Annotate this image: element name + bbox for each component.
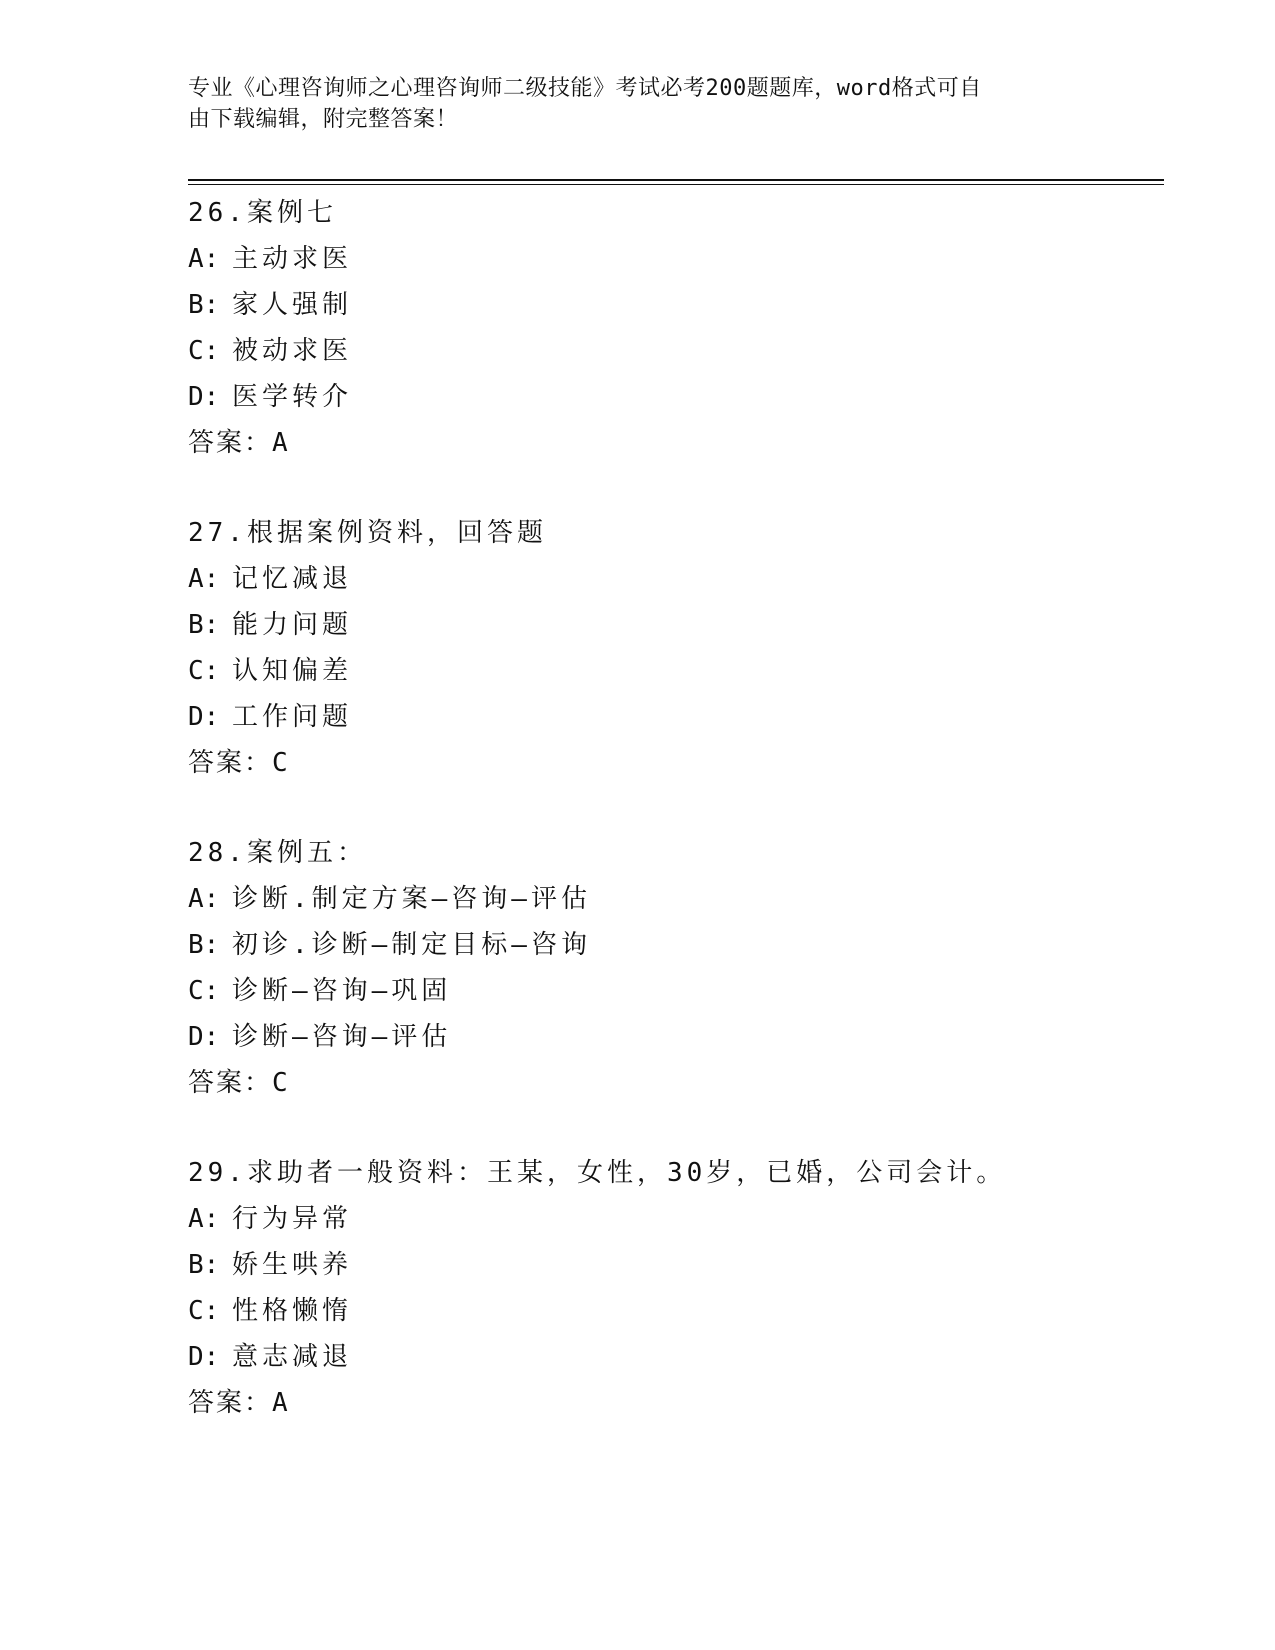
- option-a: [188, 556, 1168, 602]
- answer-line: 答案：A: [188, 428, 290, 458]
- option-letter: A:: [188, 884, 220, 914]
- option-d: [188, 374, 1168, 420]
- option-c: [188, 1288, 1168, 1334]
- option-text: 被动求医: [232, 336, 353, 366]
- option-text: 记忆减退: [232, 564, 353, 594]
- option-b: [188, 1242, 1168, 1288]
- question-27: [188, 510, 1168, 830]
- question-stem: 27.根据案例资料，回答题: [188, 518, 547, 548]
- option-letter: B:: [188, 610, 220, 640]
- header-line-1: 专业《心理咨询师之心理咨询师二级技能》考试必考200题题库，word格式可自: [188, 76, 982, 101]
- option-letter: D:: [188, 382, 220, 412]
- option-c: [188, 328, 1168, 374]
- answer-line: 答案：C: [188, 1068, 290, 1098]
- question-stem: 26.案例七: [188, 198, 337, 228]
- option-d: [188, 1334, 1168, 1380]
- option-b: [188, 282, 1168, 328]
- answer-line: 答案：A: [188, 1388, 290, 1418]
- option-a: [188, 236, 1168, 282]
- option-letter: D:: [188, 1022, 220, 1052]
- question-stem: 29.求助者一般资料：王某，女性，30岁，已婚，公司会计。: [188, 1158, 1007, 1188]
- option-text: 行为异常: [232, 1204, 353, 1234]
- option-letter: A:: [188, 244, 220, 274]
- question-stem: 28.案例五：: [188, 838, 367, 868]
- option-text: 家人强制: [232, 290, 353, 320]
- question-26: [188, 190, 1168, 510]
- document-header: [188, 73, 1058, 135]
- option-letter: A:: [188, 1204, 220, 1234]
- option-text: 初诊.诊断—制定目标—咨询: [232, 930, 591, 960]
- option-letter: C:: [188, 336, 220, 366]
- option-text: 诊断—咨询—巩固: [232, 976, 452, 1006]
- option-text: 娇生哄养: [232, 1250, 353, 1280]
- question-29: [188, 1150, 1168, 1470]
- answer-line: 答案：C: [188, 748, 290, 778]
- option-d: [188, 1014, 1168, 1060]
- option-text: 工作问题: [232, 702, 353, 732]
- option-letter: A:: [188, 564, 220, 594]
- header-divider-thick: [188, 179, 1164, 181]
- option-letter: D:: [188, 1342, 220, 1372]
- option-letter: C:: [188, 976, 220, 1006]
- option-text: 诊断—咨询—评估: [232, 1022, 452, 1052]
- option-letter: B:: [188, 290, 220, 320]
- option-text: 意志减退: [232, 1342, 353, 1372]
- option-c: [188, 648, 1168, 694]
- question-list: [188, 190, 1168, 1470]
- option-c: [188, 968, 1168, 1014]
- option-text: 诊断.制定方案—咨询—评估: [232, 884, 591, 914]
- option-text: 能力问题: [232, 610, 353, 640]
- option-b: [188, 922, 1168, 968]
- option-text: 主动求医: [232, 244, 353, 274]
- option-letter: D:: [188, 702, 220, 732]
- header-line-2: 由下载编辑，附完整答案！: [188, 107, 459, 132]
- option-letter: C:: [188, 656, 220, 686]
- question-28: [188, 830, 1168, 1150]
- option-text: 医学转介: [232, 382, 353, 412]
- option-d: [188, 694, 1168, 740]
- option-text: 性格懒惰: [232, 1296, 353, 1326]
- option-text: 认知偏差: [232, 656, 353, 686]
- option-a: [188, 1196, 1168, 1242]
- header-divider-thin: [188, 184, 1164, 185]
- option-letter: B:: [188, 1250, 220, 1280]
- option-letter: B:: [188, 930, 220, 960]
- option-letter: C:: [188, 1296, 220, 1326]
- option-b: [188, 602, 1168, 648]
- option-a: [188, 876, 1168, 922]
